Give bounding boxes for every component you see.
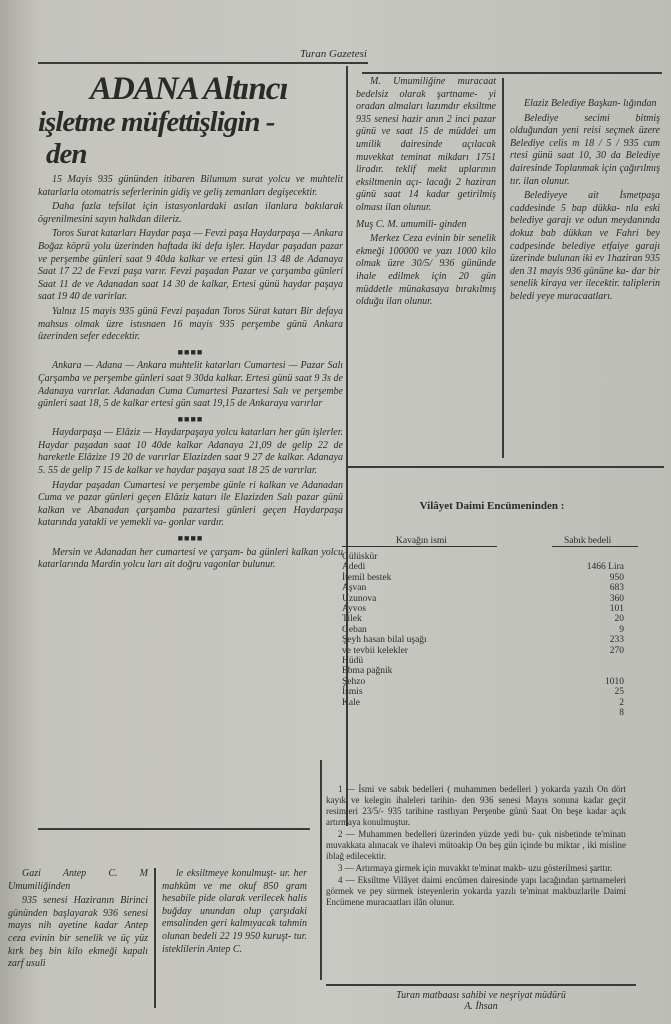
municipality-paragraph: Elaziz Belediye Başkan- lığından bbox=[524, 98, 657, 109]
vilayet-notice bbox=[342, 500, 642, 719]
row-value: 233 bbox=[609, 635, 624, 646]
table-row bbox=[342, 573, 642, 583]
separator-stars: ■■■■ bbox=[177, 346, 204, 357]
section-rule bbox=[38, 828, 310, 830]
row-name: Gülüskür bbox=[342, 552, 378, 562]
row-name: İsmis bbox=[342, 687, 363, 698]
row-value: 2 bbox=[619, 697, 624, 708]
adana-paragraph: Haydar paşadan Cumartesi ve perşembe günle ri kalkan ve Adanadan Cuma ve pazar günleri geçen Elâziz katarı ile Elazizden Salı pazar günü kalkan ve Abanadan çarşamba pazartesi günleri geçen Haydarpaşa katarında yatakli ve yemekli va- gonlar vardır. bbox=[38, 479, 343, 529]
row-name bbox=[342, 708, 524, 718]
adana-title-line2: işletme müfettişligin - bbox=[38, 106, 275, 138]
vilayet-notes bbox=[326, 784, 626, 909]
row-name: Adedi bbox=[342, 562, 366, 573]
row-value: 683 bbox=[609, 583, 624, 594]
adana-paragraph: Haydarpaşa — Elâziz — Haydarpaşaya yolcu katarları her gün işlerler. Haydar paşadan saat 10 40de kalkar Adanaya 21,09 de gelip 22 de hareketle Elâzize 19 20 de varırlar Elazizden saat 9 27 de kalkar. Adanaya 5. 55 de gelip 7 15 de kalkar ve haydar paşaya saat 18 25 de varırlar. bbox=[38, 427, 343, 477]
row-value: 9 bbox=[619, 624, 624, 635]
adana-title-line3: den bbox=[46, 138, 87, 170]
adana-paragraph: Toros Surat katarları Haydar paşa — Fevzi paşa Haydarpaşa — Ankara Boğaz köprü yolu üzerinden haftada iki defa işler. Haydar paşadan pazar ve perşembe günleri saat 9 40da kalkar ve ertesi gün 13 48 de Adanaya Saat 17 22 de Fevzi paşa varır. Fevzi paşadan Pazar ve çarşamba günleri Saat 11 de ve Adanadan saat 14 30 de kalkar, Ertesi günü haydar paşaya saat 19 40 de varirlar. bbox=[38, 228, 343, 303]
footer bbox=[326, 990, 636, 1012]
row-name: Uzunova bbox=[342, 593, 377, 604]
antep-paragraph: le eksiltmeye konulmuşt- ur. her mahkûm ve me okuf 850 gram hesabile pide olarak verilecek halis buğday unundan olup çarşıdaki emsalinden geri kalmıyacak tahmin olunan bedeli 22 19 950 kuruşt- tur. isteklilerin Antep C. bbox=[162, 868, 307, 955]
table-row bbox=[342, 687, 642, 697]
table-row bbox=[342, 625, 642, 635]
footer-publisher: Turan matbaası sahibi ve neşriyat müdürü bbox=[396, 990, 566, 1001]
adana-title-line1: ADANA Altıncı bbox=[90, 71, 288, 107]
top-rule-right bbox=[362, 72, 662, 74]
row-value: 1010 bbox=[605, 676, 624, 687]
masthead: Turan Gazetesi bbox=[300, 48, 367, 60]
table-row bbox=[342, 635, 642, 645]
adana-paragraph: Yalnız 15 mayis 935 günü Fevzi paşadan Toros Sürat katarı Bir defaya mahsus olmak üzre istısnaen 16 mayis 935 perşembe günü Ankara üzerinden sefer edecektir. bbox=[38, 305, 343, 343]
row-value: 950 bbox=[609, 572, 624, 583]
antep-paragraph: 935 senesi Haziranın Birinci gününden başlayarak 936 senesi mayıs nih ayetine kadar Antep ceza evinin bir senelik ve üç yüz kırk beş bin kilo ekmeği kapalı zarf usuli bbox=[8, 895, 148, 970]
row-name: Şeyh hasan bilal uşağı bbox=[342, 635, 427, 646]
note-paragraph: 3 — Artırmaya girmek için muvakkt te'minat makb- uzu gösterilmesi şarttır. bbox=[338, 863, 613, 873]
note-paragraph: 4 — Eksiltme Vilâyet daimi encümen dairesinde yapı lacağından şartnameleri görmek ve pey sürmek isteyenlerin yokarda yazılı te'minat makbuzlarile Daimi Encümene muracaatları ilân olunur. bbox=[326, 875, 626, 907]
table-row bbox=[342, 552, 642, 562]
footer-name: A. İhsan bbox=[464, 1001, 498, 1012]
row-value bbox=[524, 656, 642, 666]
table-row bbox=[342, 666, 642, 676]
table-row bbox=[342, 583, 642, 593]
adana-paragraph: Ankara — Adana — Ankara muhtelit katarları Cumartesi — Pazar Salı Çarşamba ve perşembe günleri saat 9 30da kalkar. Ertesi günü saat 9 3s de Adanaya varırlar. Adanadan Cuma Cumartesi Pazartesi Salı ve perşembe günleri saat 18, 5 de kalkar ertesi gün saat 19,15 de Ankaraya varırlar bbox=[38, 360, 343, 410]
table-row bbox=[342, 562, 642, 572]
row-name: ve tevbii kelekler bbox=[342, 645, 408, 656]
court-paragraph: Merkez Ceza evinin bir senelik ekmeği 100000 ve yazı 1000 kilo olmak üzre 30/5/ 936 gününde ihale edilmek için 20 gün müddetle münakasaya bırakılmış olduğu ilan olunur. bbox=[356, 233, 496, 308]
court-paragraph: Muş C. M. umumili- ginden bbox=[356, 218, 467, 230]
row-name: Şehzo bbox=[342, 676, 366, 687]
vilayet-title: Vilâyet Daimi Encümeninden : bbox=[419, 500, 565, 512]
adana-paragraph: Mersin ve Adanadan her cumartesi ve çarşam- ba günleri kalkan yolcu katarlarında Mardin yolcu ları ait doğru vagonlar bulunur. bbox=[38, 546, 343, 571]
court-notice bbox=[356, 76, 496, 311]
row-name: İtemil bestek bbox=[342, 572, 392, 583]
antep-notice-right bbox=[162, 868, 307, 958]
table-row bbox=[342, 698, 642, 708]
table-row bbox=[342, 614, 642, 624]
adana-notice bbox=[38, 72, 343, 574]
antep-notice-left bbox=[8, 868, 148, 973]
row-value: 25 bbox=[614, 687, 624, 698]
row-value: 20 bbox=[614, 614, 624, 625]
column-divider bbox=[502, 78, 504, 458]
note-paragraph: 1 — İsmi ve sabık bedelleri ( muhammen bedelleri ) yokarda yazılı On dört kayık ve kelegin ihaleleri tarihin- den 936 senesi Mayıs sonuna kadar geçit resimleri 23/5/- 935 tarihine rastlıyan Perşenbe günü Saat On beşe kadar açık artırmaya konulmuştur. bbox=[326, 784, 626, 827]
col-header-name: Kavağın ismi bbox=[396, 536, 447, 546]
column-divider bbox=[154, 868, 156, 1008]
municipality-paragraph: Belediye secimi bitmiş olduğundan yeni reisi seçmek üzere Belediye celis m 18 / 5 / 935 cum rtesi günü saat 10, 30 da Belediye dairesinde Toplanmak için çağırılmış tır. ilan olunur. bbox=[510, 112, 660, 187]
row-name: Kale bbox=[342, 697, 360, 708]
row-name: Ayvos bbox=[342, 604, 366, 615]
court-paragraph: M. Umumiliğine muracaat bedelsiz olarak şartname- yi oradan almaları lazımdır eksiltme 935 senesi hazir anın 2 inci pazar günü ve saat 15 de müddei um umilik dairesinde açılacak muvekkat teminat mikdarı 1751 liradır. teklif mekt uplarının eksiltmenin açı- lacağı 2 haziran günü saat 14 kadar getirilmiş olması ilan olunur. bbox=[356, 76, 496, 213]
row-name: Geban bbox=[342, 624, 367, 635]
table-row bbox=[342, 604, 642, 614]
municipality-notice bbox=[510, 98, 660, 306]
adana-paragraph: 15 Mayis 935 gününden itibaren Bilumum surat yolcu ve muhtelit katarlarla otomatris seferlerinin gidiş ve geliş zemanları degişecektir. bbox=[38, 174, 343, 198]
row-value: 101 bbox=[609, 604, 624, 615]
vilayet-table bbox=[342, 552, 642, 719]
row-value bbox=[524, 552, 642, 562]
table-row bbox=[342, 594, 642, 604]
col-header-value: Sabık bedeli bbox=[564, 536, 612, 546]
row-value: 360 bbox=[609, 593, 624, 604]
row-value bbox=[524, 666, 642, 676]
adana-body bbox=[38, 174, 343, 572]
table-row bbox=[342, 656, 642, 666]
table-row bbox=[342, 708, 642, 718]
row-value: 270 bbox=[609, 645, 624, 656]
footer-rule bbox=[326, 984, 636, 986]
row-value: 1466 Lira bbox=[586, 562, 624, 573]
antep-paragraph: Gazi Antep C. M Umumiliğinden bbox=[8, 868, 148, 892]
note-paragraph: 2 — Muhammen bedelleri üzerinden yüzde yedi bu- çuk nisbetinde te'minatı muvakkata alınacak ve ihalevi mütoakip On beş gün içinde bu miktar , iki misline iblağ edilecektir. bbox=[326, 829, 626, 861]
table-row bbox=[342, 646, 642, 656]
section-rule bbox=[346, 466, 664, 468]
table-row bbox=[342, 677, 642, 687]
row-value: 8 bbox=[619, 708, 624, 719]
column-divider bbox=[320, 760, 322, 980]
row-name: Ebma pağnik bbox=[342, 666, 393, 677]
separator-stars: ■■■■ bbox=[177, 533, 204, 544]
separator-stars: ■■■■ bbox=[177, 413, 204, 424]
row-name: Hüdü bbox=[342, 656, 364, 667]
row-name: Aşvan bbox=[342, 583, 367, 594]
adana-paragraph: Daha fazla tefsilat için istasyonlardaki asılan ilanlara bakılarak ögrenilmesini sayın halkdan dileriz. bbox=[38, 201, 343, 225]
municipality-paragraph: Belediyeye ait İsmetpaşa caddesinde 5 bap dükka- nla eski belediye garajı ve odun meydanında dokuz bab dükkan ve Fahri bey cadpesinde belediye etfaiye garajı üzerinde bulunan iki ev 1haziran 935 den 31 mayis 936 gününe ka- dar bir senelik kiraya ver ilecektir. taliplerin beledi yeye muracaatları. bbox=[510, 190, 660, 302]
row-name: Tilek bbox=[342, 614, 362, 625]
top-rule-left bbox=[38, 62, 368, 64]
